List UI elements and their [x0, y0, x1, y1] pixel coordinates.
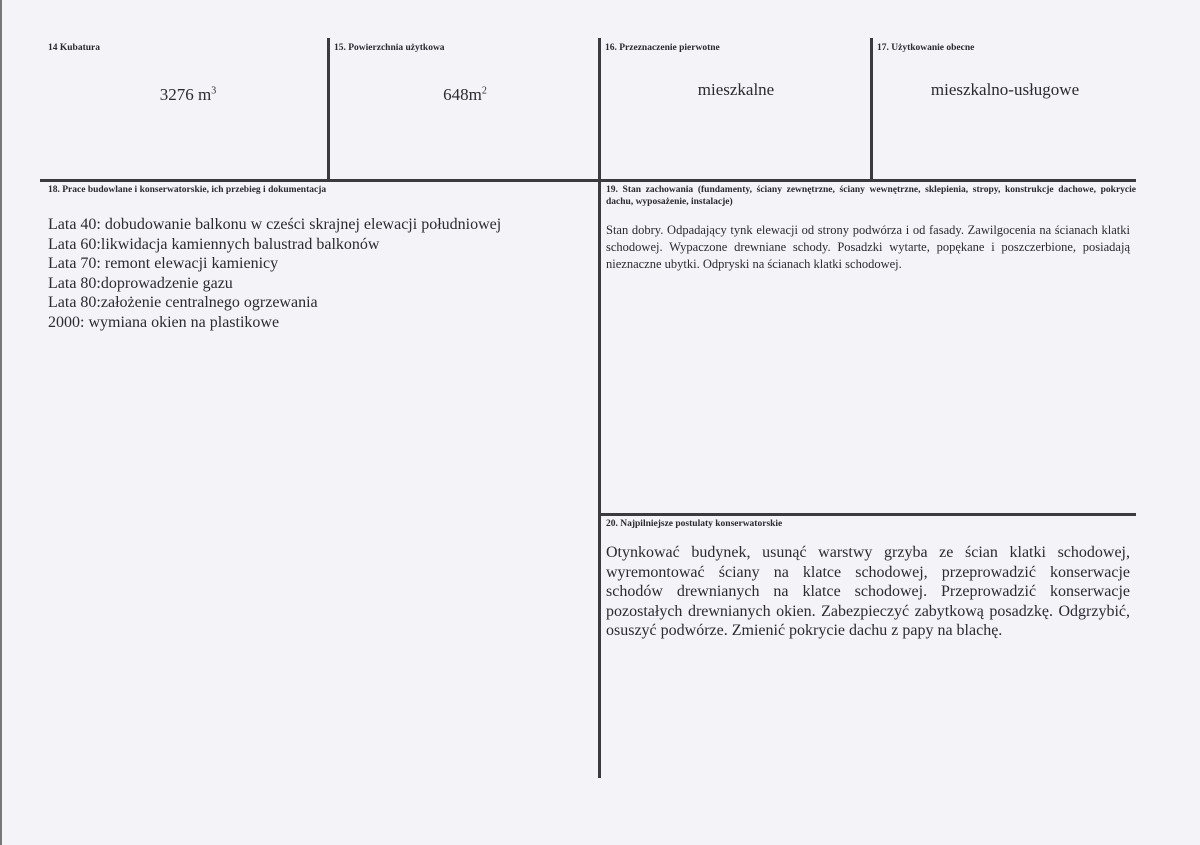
field-20-label: 20. Najpilniejsze postulaty konserwatorskie	[606, 519, 783, 529]
field-17-label: 17. Użytkowanie obecne	[877, 43, 975, 53]
field-14-value	[48, 85, 328, 105]
list-item: 2000: wymiana okien na plastikowe	[48, 313, 280, 331]
kubatura-value: 3276 m	[159, 85, 212, 104]
list-item: Lata 60:likwidacja kamiennych balustrad balkonów	[48, 235, 380, 253]
divider	[598, 513, 1136, 516]
area-value: 648m	[443, 85, 482, 104]
field-16-label: 16. Przeznaczenie pierwotne	[605, 43, 720, 53]
divider	[327, 38, 330, 181]
field-14-label: 14 Kubatura	[48, 43, 100, 53]
divider	[598, 38, 601, 181]
unit-exponent: 2	[481, 85, 487, 97]
unit-exponent: 3	[211, 85, 217, 97]
postulates-text: Otynkować budynek, usunąć warstwy grzyba ze ścian klatki schodowej, wyremontować ściany na klatce schodowej, przeprowadzić konserwacje schodów drewnianych na klatce schodowej. Przeprowadzić konserwacje pozostałych drewnianych okien. Zabezpieczyć zabytkową posadzkę. Odgrzybić, osuszyć podwórze. Zmienić pokrycie dachu z papy na blachę.	[606, 544, 1130, 639]
field-15-label: 15. Powierzchnia użytkowa	[334, 43, 445, 53]
list-item: Lata 80:doprowadzenie gazu	[48, 274, 233, 292]
list-item: Lata 70: remont elewacji kamienicy	[48, 255, 279, 272]
field-15-value	[331, 85, 599, 105]
divider	[40, 179, 1136, 182]
divider	[598, 180, 601, 778]
works-list	[48, 215, 501, 332]
divider	[870, 38, 873, 181]
field-18-label: 18. Prace budowlane i konserwatorskie, ich przebieg i dokumentacja	[48, 185, 327, 195]
field-17-value: mieszkalno-usługowe	[930, 80, 1080, 99]
list-item: Lata 40: dobudowanie balkonu w cześci skrajnej elewacji południowej	[48, 216, 502, 233]
page-edge	[0, 0, 2, 845]
field-16-value: mieszkalne	[697, 80, 775, 99]
field-19-label: 19. Stan zachowania (fundamenty, ściany zewnętrzne, ściany wewnętrzne, sklepienia, stropy, konstrukcje dachowe, pokrycie dachu, wyposażenie, instalacje)	[606, 185, 1136, 207]
condition-text: Stan dobry. Odpadający tynk elewacji od strony podwórza i od fasady. Zawilgocenia na ścianach klatki schodowej. Wypaczone drewniane schody. Posadzki wytarte, popękane i poszczerbione, posiadają nieznaczne ubytki. Odpryski na ścianach klatki schodowej.	[606, 223, 1130, 271]
list-item: Lata 80:założenie centralnego ogrzewania	[48, 294, 318, 311]
